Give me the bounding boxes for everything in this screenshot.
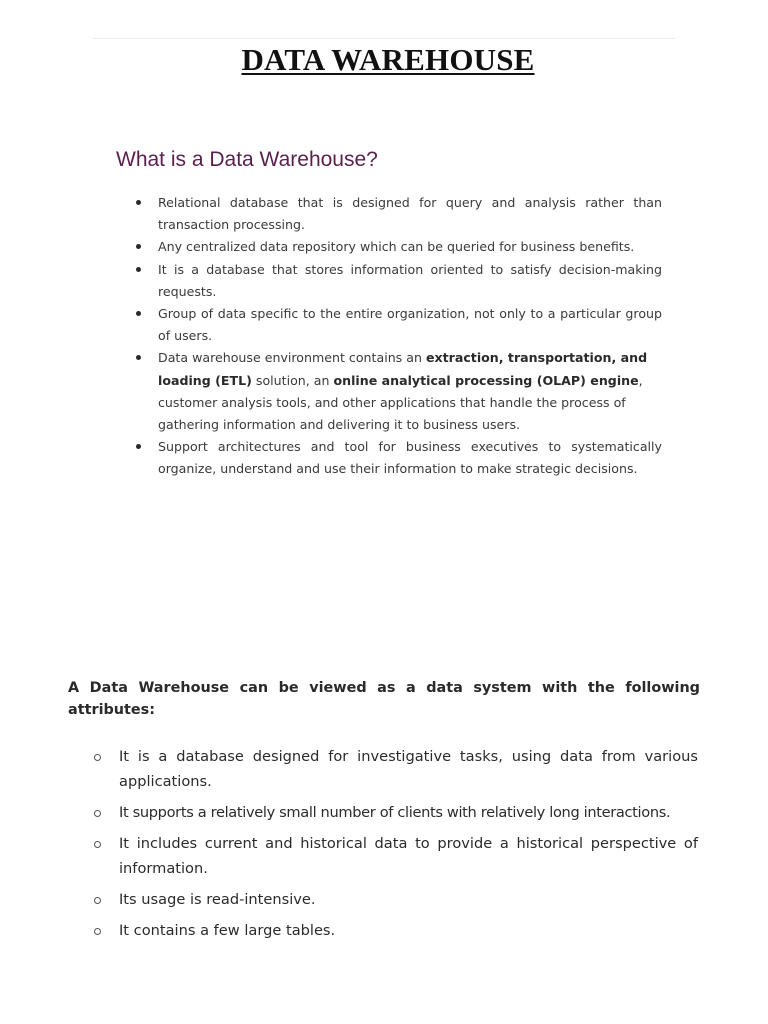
list-item-text: It is a database that stores information oriented to satisfy decision-making requests. [158,261,662,299]
definition-bullet-list [130,192,662,481]
list-item [130,236,662,258]
list-item [130,436,662,480]
list-item [92,800,698,825]
bullet-icon [136,244,141,249]
circle-bullet-icon [94,897,101,904]
circle-bullet-icon [94,841,101,848]
list-item [130,192,662,236]
circle-bullet-icon [94,928,101,935]
bullet-icon [136,267,141,272]
bold-term-olap: online analytical processing (OLAP) engine [333,372,639,388]
attributes-list [92,744,698,949]
document-title: DATA WAREHOUSE [241,42,535,77]
list-item-text: Relational database that is designed for query and analysis rather than transaction processing. [158,195,662,233]
section-heading: What is a Data Warehouse? [116,148,378,171]
list-item-text: It includes current and historical data to provide a historical perspective of information. [119,835,698,877]
list-item-text: Group of data specific to the entire organization, not only to a particular group of users. [158,306,662,344]
list-item [130,259,662,303]
list-item [130,347,662,436]
list-item-text: Its usage is read-intensive. [119,891,316,908]
list-item-text-part: solution, an [251,372,334,388]
bullet-icon [136,311,141,316]
list-item-text: It is a database designed for investigative tasks, using data from various applications. [119,748,698,790]
list-item-text: Support architectures and tool for business executives to systematically organize, understand and use their information to make strategic decisions. [158,439,662,477]
bullet-icon [136,200,141,205]
circle-bullet-icon [94,754,101,761]
list-item-text-part: , customer analysis tools, and other applications that handle the process of gathering information and delivering it to business users. [158,372,643,433]
list-item-text: It contains a few large tables. [119,922,336,939]
circle-bullet-icon [94,810,101,817]
attributes-heading-line1: A Data Warehouse can be viewed as a data system with the following [68,680,700,696]
list-item [92,744,698,794]
attributes-heading [68,677,700,721]
list-item-text-part: Data warehouse environment contains an [158,350,426,366]
list-item [130,303,662,347]
bullet-icon [136,355,141,360]
list-item [92,887,698,912]
list-item-text: It supports a relatively small number of clients with relatively long interactions. [119,804,671,821]
list-item [92,918,698,943]
bullet-icon [136,444,141,449]
attributes-heading-line2: attributes: [68,702,156,718]
list-item-text: Any centralized data repository which can be queried for business benefits. [158,239,635,255]
list-item [92,831,698,881]
bold-term-etl: extraction, transportation, and loading (ETL) [158,350,648,388]
top-divider [92,38,676,39]
